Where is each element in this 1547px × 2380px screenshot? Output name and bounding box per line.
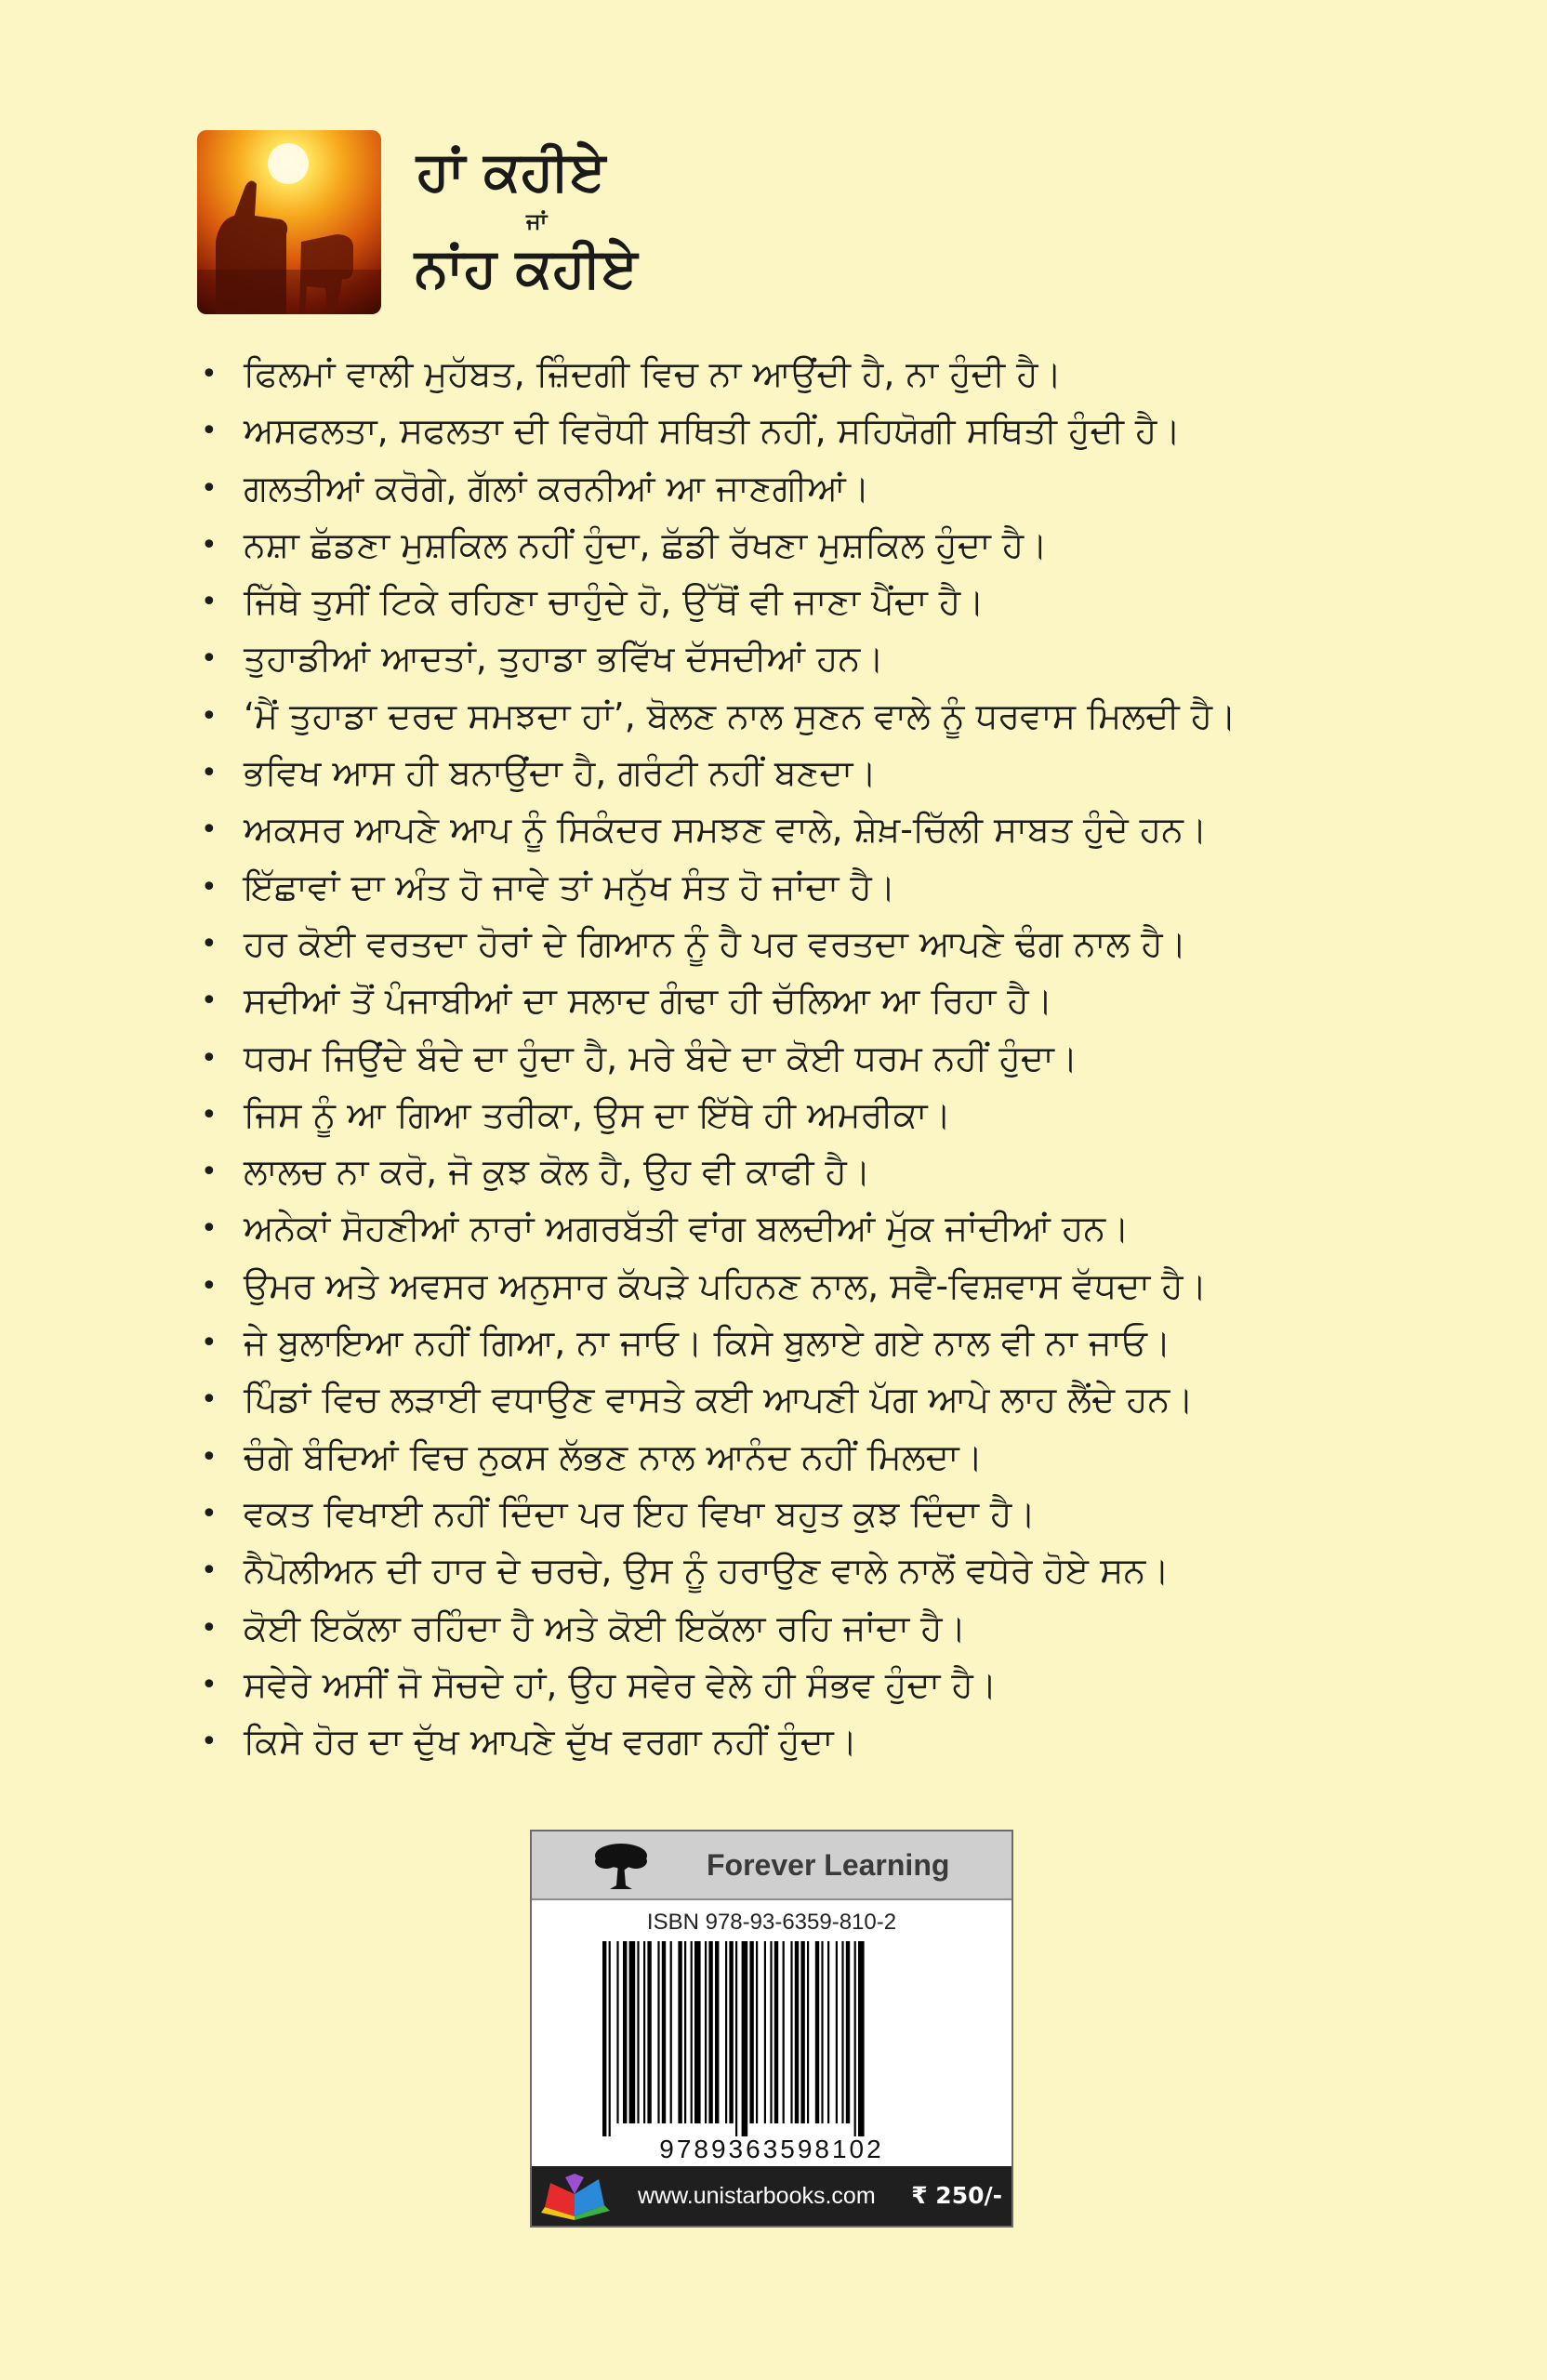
quote-text: ਤੁਹਾਡੀਆਂ ਆਦਤਾਂ, ਤੁਹਾਡਾ ਭਵਿੱਖ ਦੱਸਦੀਆਂ ਹਨ। <box>244 638 884 680</box>
title-or: ਜਾਂ <box>526 208 548 234</box>
bullet-icon: • <box>201 471 218 505</box>
barcode-digits: 9789363598102 <box>659 2135 884 2163</box>
quote-text: ਚੰਗੇ ਬੰਦਿਆਂ ਵਿਚ ਨੁਕਸ ਲੱਭਣ ਨਾਲ ਆਨੰਦ ਨਹੀਂ ਮਿਲਦਾ। <box>244 1435 984 1477</box>
bullet-icon: • <box>201 699 218 733</box>
quote-text: ਧਰਮ ਜਿਉਂਦੇ ਬੰਦੇ ਦਾ ਹੁੰਦਾ ਹੈ, ਮਰੇ ਬੰਦੇ ਦਾ ਕੋਈ ਧਰਮ ਨਹੀਂ ਹੁੰਦਾ। <box>244 1037 1078 1078</box>
barcode-bar <box>629 1941 636 2123</box>
quote-text: ਨਸ਼ਾ ਛੱਡਣਾ ਮੁਸ਼ਕਿਲ ਨਹੀਂ ਹੁੰਦਾ, ਛੱਡੀ ਰੱਖਣਾ ਮੁਸ਼ਕਿਲ ਹੁੰਦਾ ਹੈ। <box>244 523 1048 565</box>
barcode-bar <box>827 1941 829 2123</box>
quote-text: ਜਿਸ ਨੂੰ ਆ ਗਿਆ ਤਰੀਕਾ, ਉਸ ਦਾ ਇੱਥੇ ਹੀ ਅਮਰੀਕਾ। <box>244 1093 952 1135</box>
barcode-bar <box>623 1941 627 2123</box>
quote-text: ਅਕਸਰ ਆਪਣੇ ਆਪ ਨੂੰ ਸਿਕੰਦਰ ਸਮਝਣ ਵਾਲੇ, ਸ਼ੇਖ਼-ਚਿੱਲੀ ਸਾਬਤ ਹੁੰਦੇ ਹਨ। <box>244 809 1208 851</box>
barcode-bar <box>684 1941 686 2123</box>
quote-text: ਵਕਤ ਵਿਖਾਈ ਨਹੀਂ ਦਿੰਦਾ ਪਰ ਇਹ ਵਿਖਾ ਬਹੁਤ ਕੁਝ ਦਿੰਦਾ ਹੈ। <box>244 1492 1036 1534</box>
book-logo-icon <box>537 2170 615 2222</box>
quote-item <box>197 460 1406 517</box>
quote-item <box>197 1429 1406 1486</box>
quote-item <box>197 801 1406 858</box>
bullet-icon: • <box>201 642 218 676</box>
quote-item <box>197 574 1406 630</box>
bullet-icon: • <box>201 1726 218 1759</box>
barcode-bar <box>637 1941 639 2123</box>
barcode-bar <box>715 1941 719 2123</box>
book-price: ₹ 250/- <box>911 2182 1002 2209</box>
barcode-bar <box>643 1941 645 2123</box>
quote-item <box>197 1657 1406 1713</box>
quote-item <box>197 346 1406 403</box>
bullet-icon: • <box>201 415 218 448</box>
quote-item <box>197 916 1406 972</box>
quote-text: ਫਿਲਮਾਂ ਵਾਲੀ ਮੁਹੱਬਤ, ਜ਼ਿੰਦਗੀ ਵਿਚ ਨਾ ਆਉਂਦੀ ਹੈ, ਨਾ ਹੁੰਦੀ ਹੈ। <box>244 353 1063 394</box>
bullet-icon: • <box>201 870 218 904</box>
bullet-icon: • <box>201 1156 218 1189</box>
barcode-bar <box>795 1941 799 2123</box>
barcode-bar <box>735 1941 737 2136</box>
bullet-icon: • <box>201 358 218 390</box>
quote-text: ਗਲਤੀਆਂ ਕਰੋਗੇ, ਗੱਲਾਂ ਕਰਨੀਆਂ ਆ ਜਾਣਗੀਆਂ। <box>244 467 870 509</box>
isbn-card <box>530 1830 1013 2228</box>
barcode <box>602 1941 943 2136</box>
quote-text: ਅਨੇਕਾਂ ਸੋਹਣੀਆਂ ਨਾਰਾਂ ਅਗਰਬੱਤੀ ਵਾਂਗ ਬਲਦੀਆਂ ਮੁੱਕ ਜਾਂਦੀਆਂ ਹਨ। <box>244 1208 1130 1250</box>
barcode-bar <box>815 1941 819 2123</box>
barcode-bar <box>749 1941 753 2123</box>
bullet-icon: • <box>201 1327 218 1360</box>
quote-item <box>197 745 1406 801</box>
bullet-icon: • <box>201 1497 218 1530</box>
bullet-icon: • <box>201 1554 218 1588</box>
isbn-number: ISBN 978-93-6359-810-2 <box>646 1910 897 1935</box>
quote-item <box>197 1600 1406 1657</box>
barcode-bar <box>705 1941 707 2123</box>
quote-text: ਜੇ ਬੁਲਾਇਆ ਨਹੀਂ ਗਿਆ, ਨਾ ਜਾਓ। ਕਿਸੇ ਬੁਲਾਏ ਗਏ ਨਾਲ ਵੀ ਨਾ ਜਾਓ। <box>244 1322 1171 1364</box>
quote-text: ਜਿੱਥੇ ਤੁਸੀਂ ਟਿਕੇ ਰਹਿਣਾ ਚਾਹੁੰਦੇ ਹੋ, ਉੱਥੋਂ ਵੀ ਜਾਣਾ ਪੈਂਦਾ ਹੈ। <box>244 581 985 623</box>
quote-item <box>197 1144 1406 1200</box>
barcode-bar <box>742 1941 748 2136</box>
barcode-bar <box>756 1941 758 2123</box>
quote-item <box>197 517 1406 574</box>
quote-item <box>197 630 1406 687</box>
quote-list <box>197 346 1406 1770</box>
barcode-bar <box>774 1941 778 2123</box>
bullet-icon: • <box>201 1041 218 1075</box>
barcode-bar <box>836 1941 838 2123</box>
quote-item <box>197 859 1406 916</box>
quote-item <box>197 1486 1406 1542</box>
barcode-bar <box>854 1941 856 2136</box>
quote-item <box>197 972 1406 1029</box>
bullet-icon: • <box>201 586 218 619</box>
quote-text: ਕਿਸੇ ਹੋਰ ਦਾ ਦੁੱਖ ਆਪਣੇ ਦੁੱਖ ਵਰਗਾ ਨਹੀਂ ਹੁੰਦਾ। <box>244 1721 858 1763</box>
barcode-bar <box>764 1941 766 2123</box>
quote-item <box>197 1087 1406 1144</box>
quote-text: ਉਮਰ ਅਤੇ ਅਵਸਰ ਅਨੁਸਾਰ ਕੱਪੜੇ ਪਹਿਨਣ ਨਾਲ, ਸਵੈ-ਵਿਸ਼ਵਾਸ ਵੱਧਦਾ ਹੈ। <box>244 1264 1208 1306</box>
barcode-bar <box>602 1941 606 2136</box>
quote-text: ਇੱਛਾਵਾਂ ਦਾ ਅੰਤ ਹੋ ਜਾਵੇ ਤਾਂ ਮਨੁੱਖ ਸੰਤ ਹੋ ਜਾਂਦਾ ਹੈ। <box>244 866 896 907</box>
cover-photo-sunset-thumbs <box>197 130 381 314</box>
bullet-icon: • <box>201 1668 218 1701</box>
barcode-bar <box>858 1941 865 2136</box>
quote-text: ਅਸਫਲਤਾ, ਸਫਲਤਾ ਦੀ ਵਿਰੋਧੀ ਸਥਿਤੀ ਨਹੀਂ, ਸਹਿਯੋਗੀ ਸਥਿਤੀ ਹੁੰਦੀ ਹੈ। <box>244 410 1181 452</box>
barcode-bar <box>725 1941 727 2123</box>
publisher-footer <box>532 2166 1012 2226</box>
barcode-bar <box>647 1941 651 2123</box>
quote-text: ਕੋਈ ਇਕੱਲਾ ਰਹਿੰਦਾ ਹੈ ਅਤੇ ਕੋਈ ਇਕੱਲਾ ਰਹਿ ਜਾਂਦਾ ਹੈ। <box>244 1606 967 1648</box>
tree-icon <box>593 1841 649 1891</box>
barcode-bar <box>678 1941 681 2123</box>
barcode-bar <box>821 1941 823 2123</box>
barcode-bar <box>691 1941 693 2123</box>
quote-item <box>197 1542 1406 1599</box>
barcode-bar <box>790 1941 792 2123</box>
barcode-bar <box>609 1941 611 2136</box>
publisher-website: www.unistarbooks.com <box>638 2183 876 2209</box>
quote-item <box>197 1371 1406 1428</box>
quote-item <box>197 1030 1406 1087</box>
quote-text: ਨੈਪੋਲੀਅਨ ਦੀ ਹਾਰ ਦੇ ਚਰਚੇ, ਉਸ ਨੂੰ ਹਰਾਉਣ ਵਾਲੇ ਨਾਲੋਂ ਵਧੇਰੇ ਹੋਏ ਸਨ। <box>244 1550 1170 1592</box>
quote-text: ਭਵਿਖ ਆਸ ਹੀ ਬਨਾਉਂਦਾ ਹੈ, ਗਰੰਟੀ ਨਹੀਂ ਬਣਦਾ। <box>244 752 878 794</box>
bullet-icon: • <box>201 813 218 847</box>
publisher-banner <box>532 1831 1012 1900</box>
bullet-icon: • <box>201 1098 218 1131</box>
barcode-bar <box>694 1941 701 2123</box>
quote-item <box>197 1713 1406 1770</box>
publisher-name: Forever Learning <box>707 1848 950 1882</box>
quote-text: ਸਦੀਆਂ ਤੋਂ ਪੰਜਾਬੀਆਂ ਦਾ ਸਲਾਦ ਗੰਢਾ ਹੀ ਚੱਲਿਆ ਆ ਰਿਹਾ ਹੈ। <box>244 980 1053 1022</box>
bullet-icon: • <box>201 985 218 1018</box>
barcode-bar <box>841 1941 843 2123</box>
bullet-icon: • <box>201 528 218 562</box>
quote-item <box>197 403 1406 459</box>
barcode-bar <box>662 1941 666 2123</box>
barcode-bar <box>846 1941 850 2123</box>
quote-text: ਪਿੰਡਾਂ ਵਿਚ ਲੜਾਈ ਵਧਾਉਣ ਵਾਸਤੇ ਕਈ ਆਪਣੀ ਪੱਗ ਆਪੇ ਲਾਹ ਲੈਂਦੇ ਹਨ। <box>244 1379 1194 1421</box>
quote-text: ਸਵੇਰੇ ਅਸੀਂ ਜੋ ਸੋਚਦੇ ਹਾਂ, ਉਹ ਸਵੇਰ ਵੇਲੇ ਹੀ ਸੰਭਵ ਹੁੰਦਾ ਹੈ। <box>244 1663 998 1705</box>
barcode-bar <box>729 1941 733 2123</box>
thumbs-up-down-icon <box>197 130 381 314</box>
quote-item <box>197 1200 1406 1257</box>
quote-text: ਹਰ ਕੋਈ ਵਰਤਦਾ ਹੋਰਾਂ ਦੇ ਗਿਆਨ ਨੂੰ ਹੈ ਪਰ ਵਰਤਦਾ ਆਪਣੇ ਢੰਗ ਨਾਲ ਹੈ। <box>244 922 1187 964</box>
bullet-icon: • <box>201 927 218 960</box>
bullet-icon: • <box>201 1212 218 1246</box>
bullet-icon: • <box>201 1440 218 1474</box>
barcode-bar <box>670 1941 672 2123</box>
barcode-bar <box>616 1941 618 2123</box>
quote-text: ਲਾਲਚ ਨਾ ਕਰੋ, ਜੋ ਕੁਝ ਕੋਲ ਹੈ, ਉਹ ਵੀ ਕਾਫੀ ਹੈ। <box>244 1151 871 1193</box>
quote-item <box>197 1315 1406 1371</box>
barcode-bar <box>708 1941 712 2123</box>
bullet-icon: • <box>201 1383 218 1417</box>
quote-item <box>197 1258 1406 1315</box>
title-line-2: ਨਾਂਹ ਕਹੀਏ <box>415 236 638 299</box>
barcode-bar <box>770 1941 772 2123</box>
barcode-bar <box>800 1941 804 2123</box>
title-line-1: ਹਾਂ ਕਹੀਏ <box>416 139 606 203</box>
barcode-bar <box>807 1941 809 2123</box>
bullet-icon: • <box>201 1269 218 1302</box>
quote-item <box>197 688 1406 745</box>
barcode-bar <box>657 1941 659 2123</box>
quote-text: ‘ਮੈਂ ਤੁਹਾਡਾ ਦਰਦ ਸਮਝਦਾ ਹਾਂ’, ਬੋਲਣ ਨਾਲ ਸੁਣਨ ਵਾਲੇ ਨੂੰ ਧਰਵਾਸ ਮਿਲਦੀ ਹੈ। <box>244 694 1236 736</box>
barcode-bar <box>783 1941 785 2123</box>
bullet-icon: • <box>201 757 218 790</box>
bullet-icon: • <box>201 1611 218 1645</box>
